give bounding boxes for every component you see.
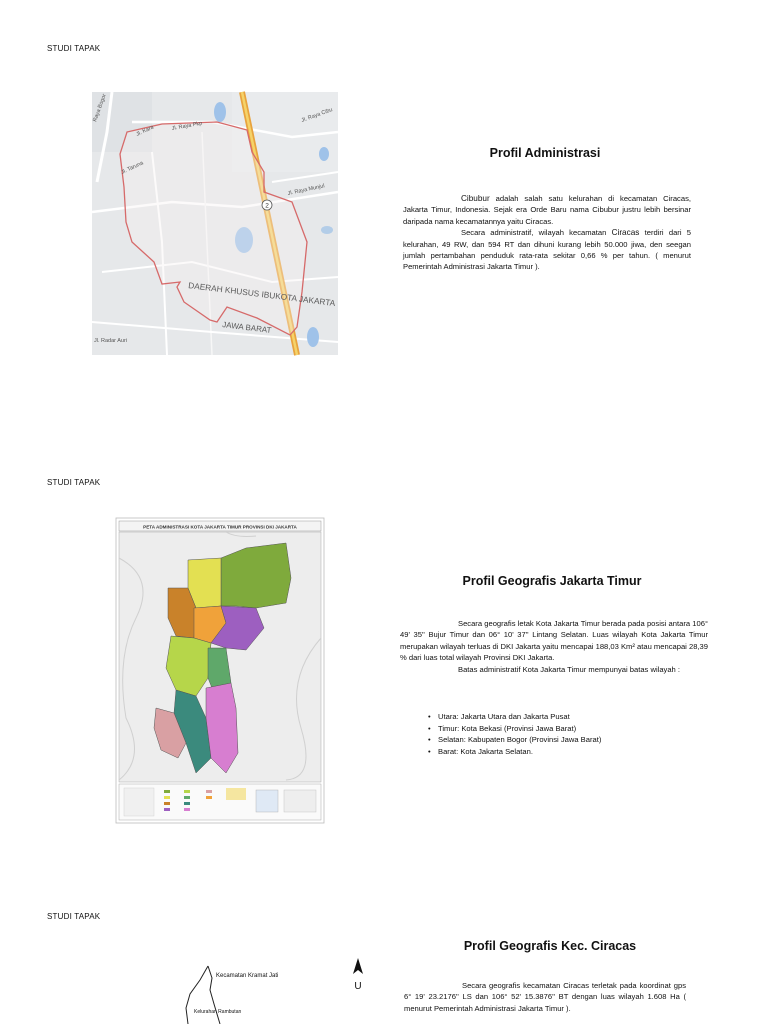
header-label: STUDI TAPAK bbox=[47, 44, 101, 53]
road-label: Raya Bogor bbox=[92, 93, 108, 123]
highway-shield: 2 bbox=[265, 202, 269, 210]
map-label-kramat-jati bbox=[216, 973, 278, 979]
section-title-ciracas: Profil Geografis Kec. Ciracas bbox=[463, 939, 637, 953]
paragraph-jakarta-timur bbox=[400, 618, 708, 675]
header-label: STUDI TAPAK bbox=[47, 478, 101, 487]
north-arrow-icon bbox=[350, 958, 366, 992]
map-title: PETA ADMINISTRASI KOTA JAKARTA TIMUR PROVINSI DKI JAKARTA bbox=[143, 524, 297, 530]
north-label: U bbox=[354, 981, 362, 992]
road-label: Jl. Kara bbox=[135, 124, 155, 138]
road-label: Jl. Taruna bbox=[120, 160, 145, 176]
paragraph-text: adalah salah satu kelurahan di kecamatan Ciracas, Jakarta Timur, Indonesia. Sejak era Orde Baru nama Cibubur justru lebih bersinar daripada nama kecamatannya yaitu Ciracas. bbox=[403, 194, 691, 226]
paragraph-text: Secara geografis kecamatan Ciracas terletak pada koordinat gps 6° 19' 23.2176'' LS dan 106° 52' 15.3876'' BT dengan luas wilayah 1.608 Ha ( menurut Pemerintah Administrasi Jakarta Timur ). bbox=[404, 981, 686, 1013]
boundary-label-jabar: JAWA BARAT bbox=[221, 320, 272, 336]
boundary-label-dki: DAERAH KHUSUS IBUKOTA JAKARTA bbox=[187, 280, 336, 309]
road-label: Jl. Raya Pkp bbox=[171, 120, 203, 132]
road-label: Jl. Raya Munjul bbox=[287, 183, 326, 197]
highlight-cibubur: Cibubur bbox=[461, 194, 490, 203]
list-item: • Barat: Kota Jakarta Selatan. bbox=[428, 746, 688, 758]
list-item: • Selatan: Kabupaten Bogor (Provinsi Jawa Barat) bbox=[428, 734, 688, 746]
header-label: STUDI TAPAK bbox=[47, 912, 101, 921]
list-item: • Timur: Kota Bekasi (Provinsi Jawa Barat) bbox=[428, 723, 688, 735]
ciracas-kecamatan-map bbox=[150, 960, 279, 1024]
highlight-ciracas: Ciracas bbox=[611, 228, 640, 238]
paragraph-administrasi bbox=[403, 193, 691, 273]
road-label: Jl. Radar Auri bbox=[94, 338, 128, 344]
paragraph-text: Batas administratif Kota Jakarta Timur mempunyai batas wilayah : bbox=[458, 664, 681, 674]
map-label-rambutan: Kelurahan Rambutan bbox=[194, 1009, 242, 1015]
paragraph-text: Secara administratif, wilayah kecamatan bbox=[461, 228, 607, 238]
paragraph-text: terdiri dari 5 kelurahan, 49 RW, dan 594 RT dan dihuni kurang lebih 50.000 jiwa, den seegan jumlah pertambahan penduduk rata-rata sekitar 0,66 % per tahun. ( menurut Pemerintah Administrasi Jakarta Timur ). bbox=[403, 228, 691, 272]
paragraph-text: Secara geografis letak Kota Jakarta Timur berada pada posisi antara 106° 49' 35'' Bujur Timur dan 06° 10' 37'' Lintang Selatan. Luas wilayah Kota Jakarta Timur merupakan wilayah terluas di DKI Jakarta yaitu mencapai 188,03 Km² atau mencapai 28,39 % dari luas total wilayah Provinsi DKI Jakarta. bbox=[400, 619, 708, 663]
batas-wilayah-list bbox=[428, 711, 688, 757]
map-label-text: Kecamatan Kramat Jati bbox=[216, 973, 279, 979]
jakarta-timur-admin-map bbox=[116, 518, 324, 823]
section-title-administrasi: Profil Administrasi bbox=[489, 146, 601, 160]
list-item: • Utara: Jakarta Utara dan Jakarta Pusat bbox=[428, 711, 688, 723]
road-label: Jl. Raya Cibu bbox=[300, 107, 334, 124]
cibubur-street-map bbox=[92, 92, 338, 355]
paragraph-ciracas bbox=[404, 980, 686, 1014]
section-title-jakarta-timur: Profil Geografis Jakarta Timur bbox=[462, 574, 642, 588]
